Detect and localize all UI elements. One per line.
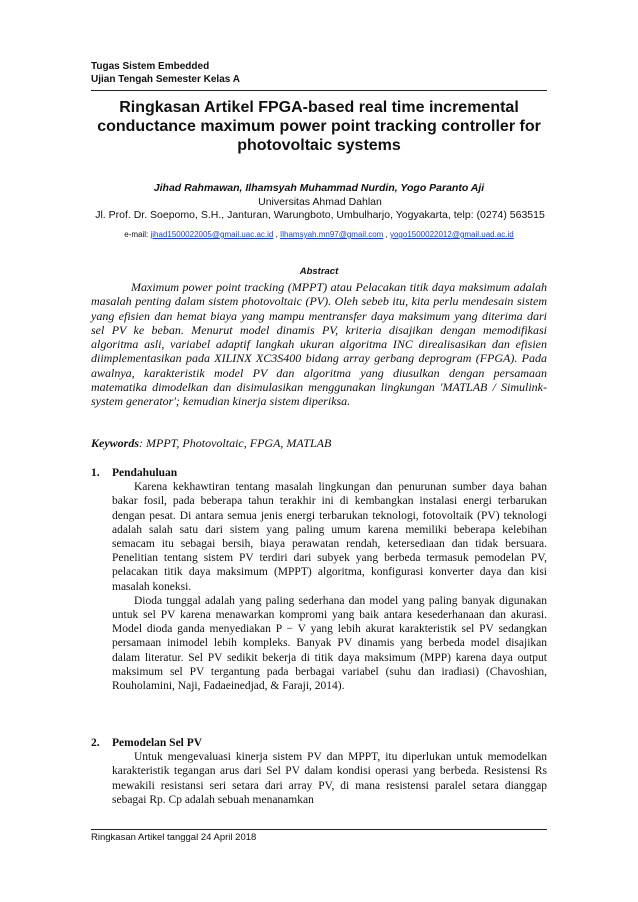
footer-divider <box>91 829 547 830</box>
university-address: Jl. Prof. Dr. Soepomo, S.H., Janturan, Warungboto, Umbulharjo, Yogyakarta, telp: (0274) 563515 <box>95 209 545 221</box>
section-heading <box>91 466 547 480</box>
email-line <box>80 230 558 239</box>
abstract-text: Maximum power point tracking (MPPT) atau Pelacakan titik daya maksimum adalah masalah penting dalam sistem photovoltaic (PV). Oleh sebeb itu, kita perlu mendesain sistem yang efisien dan hemat biaya yang mampu mentransfer daya maksimum yang diterima dari sel PV ke beban. Menurut model dinamis PV, kriteria disajikan dengan memodifikasi algoritma asli, variabel adaptif langkah ukuran algoritma INC direalisasikan dan efisien diimplementasikan pada XILINX XC3S400 bidang array gerbang deprogram (FPGA). Pada awalnya, karakteristik model PV dan algoritma yang diusulkan dengan persamaan matematika dimodelkan dan disimulasikan menggunakan lingkungan 'MATLAB / Simulink-system generator'; kemudian kinerja sistem diperiksa. <box>91 280 547 409</box>
email-label: e-mail: <box>124 230 149 239</box>
author-list: Jihad Rahmawan, Ilhamsyah Muhammad Nurdin, Yogo Paranto Aji <box>153 182 485 194</box>
article-title: Ringkasan Artikel FPGA-based real time incremental conductance maximum power point tracking controller for photovoltaic systems <box>97 99 541 154</box>
email-link-2[interactable]: Ilhamsyah.mn97@gmail.com <box>280 230 384 239</box>
section-heading <box>91 736 547 750</box>
section-number: 2. <box>91 737 100 749</box>
exam-title: Ujian Tengah Semester Kelas A <box>91 74 240 85</box>
header-divider <box>91 90 547 91</box>
course-title: Tugas Sistem Embedded <box>91 61 210 72</box>
paragraph: Dioda tunggal adalah yang paling sederhana dan model yang paling banyak digunakan untuk sel PV karena menawarkan kompromi yang baik antara kesederhanaan dan akurasi. Model dioda ganda menyediakan P − V yang lebih akurat karakteristik sel PV sedangkan persamaan inimodel lebih kompleks. Banyak PV dinamis yang berbeda model disajikan dalam literatur. Sel PV sedikit bekerja di titik daya maksimum (MPP) karena daya output maksimum sel PV tergantung pada berbagai variabel (suhu dan iradiasi) (Chavoshian, Rouholamini, Naji, Fadaeinedjad, & Faraji, 2014). <box>112 594 547 693</box>
affiliation <box>95 196 545 222</box>
section-introduction <box>91 466 547 693</box>
section-pv-modeling <box>91 736 547 807</box>
university-name: Universitas Ahmad Dahlan <box>258 196 382 208</box>
email-link-1[interactable]: jihad1500022005@gmail.uac.ac.id <box>150 230 274 239</box>
paragraph: Karena kekhawtiran tentang masalah lingkungan dan penurunan sumber daya bahan bakar fosil, pada beberapa tahun terakhir ini di kembangkan instalasi energi terbarukan dengan pesat. Di antara semua jenis energi terbarukan teknologi, fotovoltaik (PV) teknologi adalah salah satu dari sistem yang paling umum karena memiliki beberapa kelebihan semacam itu sebagai bersih, biaya perawatan rendah, ketersediaan dan tidak bersuara. Penelitian tentang sistem PV terdiri dari subyek yang berbeda termasuk pemodelan PV, pelacakan titik daya maksimum (MPPT) algoritma, konfigurasi konverter daya dan kisi masalah koneksi. <box>112 481 547 593</box>
keywords-label: Keywords <box>91 436 139 450</box>
section-title: Pemodelan Sel PV <box>112 737 203 749</box>
keywords-text: : MPPT, Photovoltaic, FPGA, MATLAB <box>139 436 332 450</box>
email-link-3[interactable]: yogo1500022012@gmail.uad.ac.id <box>389 230 514 239</box>
paragraph: Untuk mengevaluasi kinerja sistem PV dan MPPT, itu diperlukan untuk memodelkan karakteristik tegangan arus dari Sel PV dalam kondisi operasi yang berbeda. Resistensi Rs mewakili resistansi seri setara dari array PV, di mana resistensi paralel setara dianggap sebagai Rp. Cp adalah sebuah menanamkan <box>112 751 547 806</box>
page-header <box>91 60 547 86</box>
page-footer: Ringkasan Artikel tanggal 24 April 2018 <box>91 832 257 843</box>
abstract-heading: Abstract <box>299 266 339 277</box>
section-number: 1. <box>91 467 100 479</box>
email-separator-1: , <box>273 230 281 239</box>
email-separator-2: , <box>383 230 390 239</box>
keywords <box>91 436 547 451</box>
section-title: Pendahuluan <box>112 467 178 479</box>
